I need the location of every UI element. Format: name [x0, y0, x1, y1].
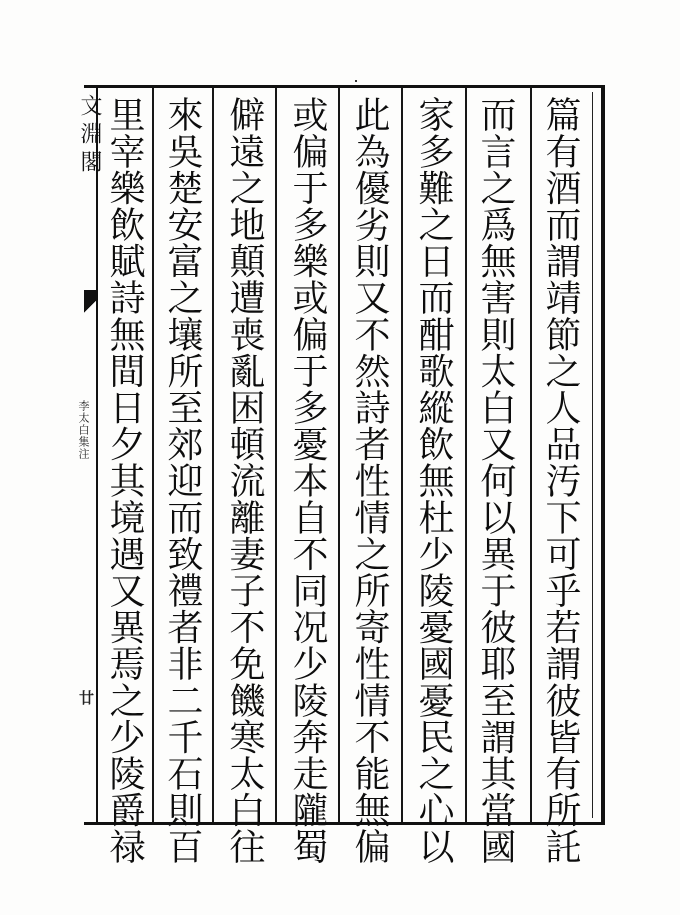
- column-text: 而言之爲無害則太白又何以異于彼耶至謂其當國: [475, 96, 516, 865]
- text-column-2: [471, 92, 519, 865]
- page-number: 廿: [77, 690, 95, 705]
- text-column-3: [409, 92, 457, 865]
- text-column-6: [220, 92, 268, 865]
- column-text: 里宰樂飲賦詩無間日夕其境遇又異焉之少陵爵禄: [104, 96, 145, 865]
- column-text: 或偏于多樂或偏于多憂本自不同况少陵奔走隴蜀: [287, 96, 328, 865]
- column-rule: [401, 88, 403, 822]
- column-text: 來吳楚安富之壤所至郊迎而致禮者非二千石則百: [162, 96, 203, 865]
- fishtail-mark: [84, 290, 98, 326]
- column-text: 篇有酒而謂靖節之人品汚下可乎若謂彼皆有所託: [540, 96, 581, 865]
- column-rule: [530, 88, 532, 822]
- column-rule: [338, 88, 340, 822]
- text-column-1: [536, 92, 584, 865]
- column-rule: [152, 88, 154, 822]
- column-rule: [212, 88, 214, 822]
- column-rule: [465, 88, 467, 822]
- text-column-4: [345, 92, 393, 865]
- book-title: 李太白集注: [77, 400, 90, 460]
- column-text: 僻遠之地顛遭喪亂困頓流離妻子不免饑寒太白往: [224, 96, 265, 865]
- fold-heading-text: 文淵閣: [77, 94, 102, 178]
- text-column-5: [283, 92, 331, 865]
- text-column-8: [100, 92, 148, 865]
- column-text: 家多難之日而酣歌縱飲無杜少陵憂國憂民之心以: [413, 96, 454, 865]
- text-column-7: [158, 92, 206, 865]
- registration-mark: [355, 80, 357, 82]
- column-text: 此為優劣則又不然詩者性情之所寄性情不能無偏: [349, 96, 390, 865]
- column-rule: [275, 88, 277, 822]
